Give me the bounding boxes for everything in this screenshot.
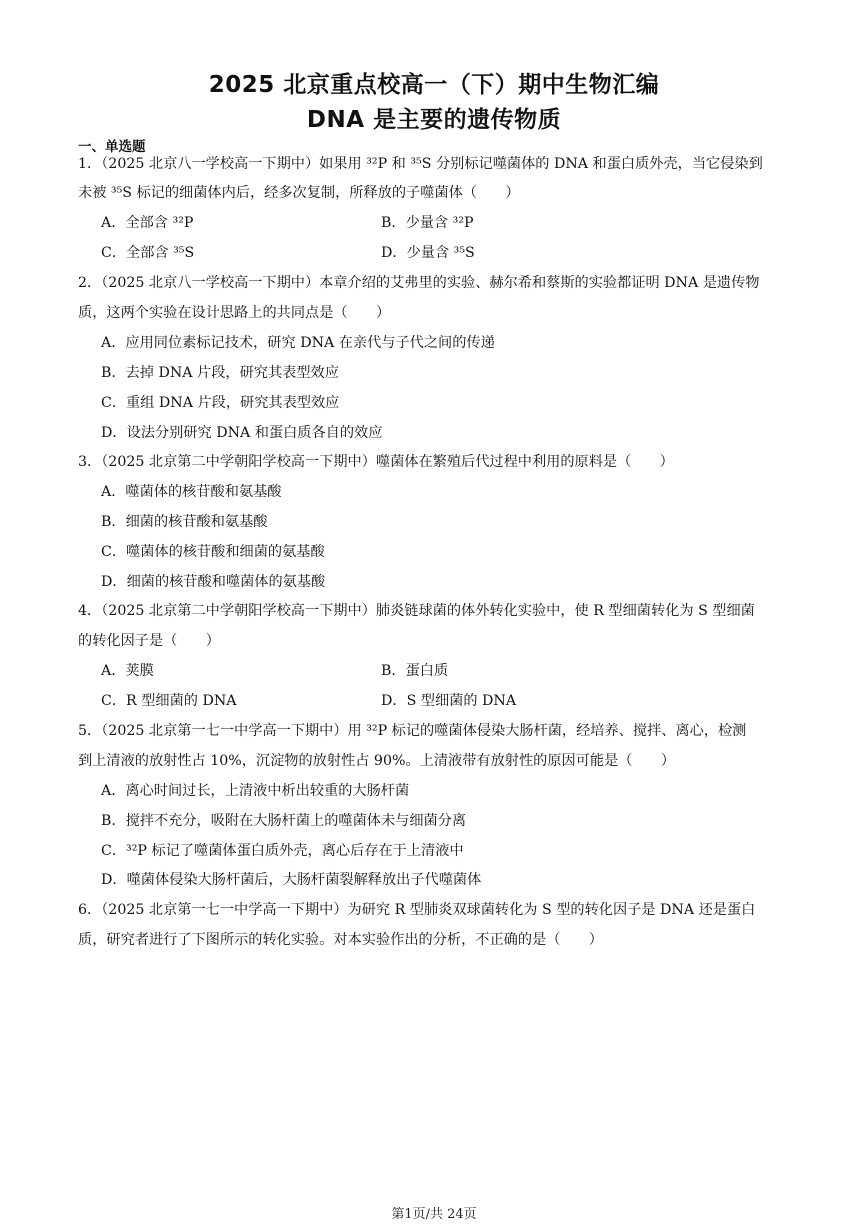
question-4-option-a: A．荚膜	[101, 663, 154, 679]
document-title: 2025 北京重点校高一（下）期中生物汇编	[208, 72, 660, 98]
question-6-stem-line-2: 质，研究者进行了下图所示的转化实验。对本实验作出的分析，不正确的是（ ）	[78, 932, 603, 948]
question-2-option-b: B．去掉 DNA 片段，研究其表型效应	[101, 365, 339, 381]
question-3-option-c: C．噬菌体的核苷酸和细菌的氨基酸	[101, 544, 325, 560]
question-5-stem-line-2: 到上清液的放射性占 10%，沉淀物的放射性占 90%。上清液带有放射性的原因可能是（ ）	[78, 753, 676, 769]
question-4-option-b: B．蛋白质	[381, 663, 449, 679]
question-1-option-a: A．全部含 ³²P	[101, 215, 194, 231]
question-5-option-b: B．搅拌不充分，吸附在大肠杆菌上的噬菌体未与细菌分离	[101, 813, 467, 829]
question-1-stem-line-2: 未被 ³⁵S 标记的细菌体内后，经多次复制，所释放的子噬菌体（ ）	[78, 185, 520, 201]
question-4-option-d: D．S 型细菌的 DNA	[381, 693, 517, 709]
question-6-stem-line-1: 6．（2025 北京第一七一中学高一下期中）为研究 R 型肺炎双球菌转化为 S 型的转化因子是 DNA 还是蛋白	[78, 902, 756, 918]
question-3-option-b: B．细菌的核苷酸和氨基酸	[101, 514, 268, 530]
section-heading: 一、单选题	[78, 139, 146, 155]
question-4-stem-line-2: 的转化因子是（ ）	[78, 633, 220, 649]
document-subtitle: DNA 是主要的遗传物质	[306, 107, 562, 133]
question-2-option-c: C．重组 DNA 片段，研究其表型效应	[101, 395, 340, 411]
question-2-stem-line-1: 2．（2025 北京八一学校高一下期中）本章介绍的艾弗里的实验、赫尔希和蔡斯的实验都证明 DNA 是遗传物	[78, 275, 760, 291]
question-1-option-d: D．少量含 ³⁵S	[381, 245, 475, 261]
question-3-option-a: A．噬菌体的核苷酸和氨基酸	[101, 484, 282, 500]
question-3-stem-line-1: 3．（2025 北京第二中学朝阳学校高一下期中）噬菌体在繁殖后代过程中利用的原料是（ ）	[78, 454, 674, 470]
question-1-stem-line-1: 1．（2025 北京八一学校高一下期中）如果用 ³²P 和 ³⁵S 分别标记噬菌体的 DNA 和蛋白质外壳，当它侵染到	[78, 156, 763, 172]
question-1-option-c: C．全部含 ³⁵S	[101, 245, 195, 261]
question-5-option-d: D．噬菌体侵染大肠杆菌后，大肠杆菌裂解释放出子代噬菌体	[101, 872, 482, 888]
question-5-option-a: A．离心时间过长，上清液中析出较重的大肠杆菌	[101, 783, 410, 799]
question-5-option-c: C．³²P 标记了噬菌体蛋白质外壳，离心后存在于上清液中	[101, 843, 464, 859]
question-2-option-a: A．应用同位素标记技术，研究 DNA 在亲代与子代之间的传递	[101, 335, 495, 351]
page-footer: 第1页/共 24页	[391, 1207, 477, 1222]
question-2-stem-line-2: 质，这两个实验在设计思路上的共同点是（ ）	[78, 305, 391, 321]
question-4-stem-line-1: 4．（2025 北京第二中学朝阳学校高一下期中）肺炎链球菌的体外转化实验中，使 R 型细菌转化为 S 型细菌	[78, 603, 755, 619]
question-4-option-c: C．R 型细菌的 DNA	[101, 693, 237, 709]
question-3-option-d: D．细菌的核苷酸和噬菌体的氨基酸	[101, 574, 326, 590]
question-2-option-d: D．设法分别研究 DNA 和蛋白质各自的效应	[101, 425, 383, 441]
question-1-option-b: B．少量含 ³²P	[381, 215, 474, 231]
question-5-stem-line-1: 5．（2025 北京第一七一中学高一下期中）用 ³²P 标记的噬菌体侵染大肠杆菌，经培养、搅拌、离心，检测	[78, 723, 747, 739]
